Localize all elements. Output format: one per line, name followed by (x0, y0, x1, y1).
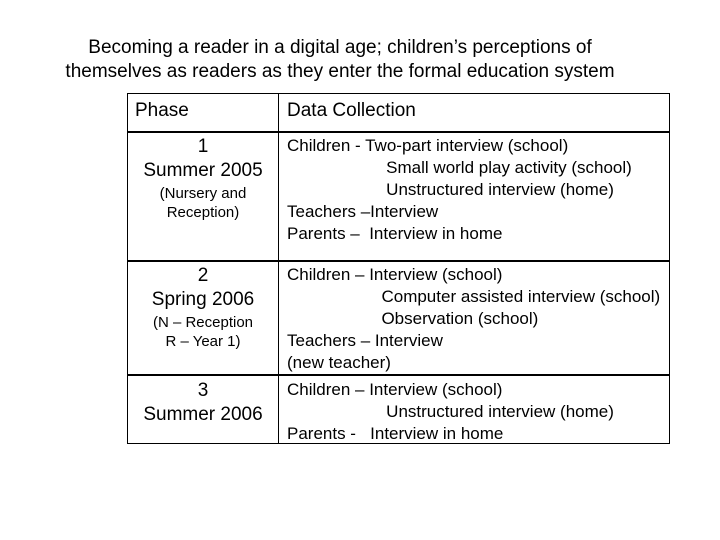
data-cell-1 (287, 135, 667, 245)
phase-number: 3 (197, 380, 209, 401)
data-line: Small world play activity (school) (287, 158, 632, 177)
phase-note-line: R – Year 1) (165, 333, 241, 350)
header-data-collection: Data Collection (287, 100, 416, 121)
row-divider-1 (128, 260, 669, 262)
phase-date: Summer 2006 (143, 404, 263, 425)
data-line: Parents - Interview in home (287, 424, 504, 443)
title-line-2: themselves as readers as they enter the formal education system (65, 61, 615, 82)
title-line-1: Becoming a reader in a digital age; children’s perceptions of (88, 37, 592, 58)
data-line: Observation (school) (287, 309, 539, 328)
page-title (0, 36, 680, 84)
data-line: Unstructured interview (home) (287, 402, 614, 421)
data-line: Parents – Interview in home (287, 224, 503, 243)
data-line: Unstructured interview (home) (287, 180, 614, 199)
header-row-divider (128, 131, 669, 133)
phase-cell-3 (128, 379, 278, 427)
header-phase: Phase (135, 100, 189, 121)
data-cell-2 (287, 264, 667, 374)
phase-cell-1 (128, 135, 278, 222)
data-line: Computer assisted interview (school) (287, 287, 661, 306)
data-collection-table (127, 93, 670, 444)
phase-cell-2 (128, 264, 278, 351)
data-line: (new teacher) (287, 353, 391, 372)
phase-date: Spring 2006 (151, 289, 255, 310)
phase-note-line: (N – Reception (152, 314, 254, 331)
phase-number: 1 (197, 136, 209, 157)
data-line: Children - Two-part interview (school) (287, 136, 569, 155)
data-cell-3 (287, 379, 667, 445)
phase-number: 2 (197, 265, 209, 286)
data-line: Children – Interview (school) (287, 265, 503, 284)
data-line: Children – Interview (school) (287, 380, 503, 399)
row-divider-2 (128, 374, 669, 376)
data-line: Teachers – Interview (287, 331, 443, 350)
data-line: Teachers –Interview (287, 202, 439, 221)
phase-note-line: (Nursery and (159, 185, 247, 202)
phase-note-line: Reception) (166, 204, 240, 221)
phase-date: Summer 2005 (143, 160, 263, 181)
column-divider (278, 94, 279, 443)
